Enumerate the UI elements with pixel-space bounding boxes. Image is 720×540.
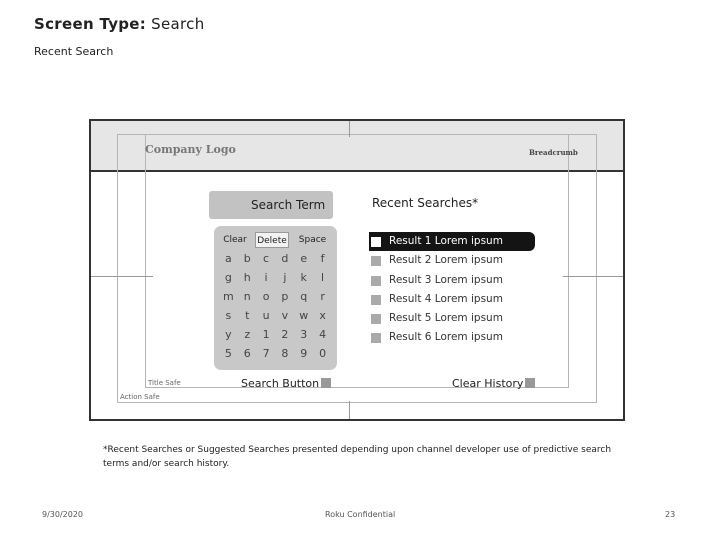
keyboard-key[interactable]: z xyxy=(244,328,251,341)
center-guide-bottom xyxy=(349,401,350,421)
keyboard-key[interactable]: 0 xyxy=(319,347,327,360)
keyboard-key[interactable]: c xyxy=(263,252,270,265)
center-guide-top xyxy=(349,121,350,137)
keyboard-key[interactable]: a xyxy=(225,252,232,265)
keyboard-key[interactable]: j xyxy=(283,271,287,284)
center-guide-left xyxy=(91,276,153,277)
slide-title-value: Search xyxy=(151,15,205,33)
clear-history-label: Clear History xyxy=(452,377,524,390)
recent-search-label: Result 1 Lorem ipsum xyxy=(389,235,503,247)
result-bullet-icon xyxy=(371,314,381,324)
recent-search-label: Result 5 Lorem ipsum xyxy=(389,312,503,325)
keyboard-key[interactable]: 3 xyxy=(300,328,308,341)
recent-searches-header: Recent Searches* xyxy=(372,196,479,210)
space-key[interactable]: Space xyxy=(298,235,327,245)
keyboard-key[interactable]: k xyxy=(300,271,307,284)
keyboard-key[interactable]: s xyxy=(225,309,232,322)
clear-history-icon xyxy=(525,378,535,388)
keyboard-key[interactable]: y xyxy=(225,328,232,341)
company-logo: Company Logo xyxy=(145,143,236,156)
keyboard-key-grid xyxy=(219,251,332,361)
keyboard-key[interactable]: 8 xyxy=(281,347,289,360)
search-term-field[interactable]: Search Term xyxy=(209,191,333,219)
clear-history-button[interactable] xyxy=(452,377,535,390)
recent-search-label: Result 3 Lorem ipsum xyxy=(389,273,503,286)
keyboard-key[interactable]: d xyxy=(281,252,289,265)
slide-title-prefix: Screen Type: xyxy=(34,15,147,33)
keyboard-key[interactable]: v xyxy=(281,309,289,322)
keyboard-key[interactable]: 1 xyxy=(262,328,270,341)
keyboard-key[interactable]: 2 xyxy=(281,328,289,341)
slide-title xyxy=(34,15,205,33)
recent-search-item[interactable] xyxy=(369,271,535,290)
recent-searches-list xyxy=(369,232,535,348)
clear-key[interactable]: Clear xyxy=(223,235,247,245)
recent-search-item[interactable] xyxy=(369,309,535,328)
keyboard-key[interactable]: l xyxy=(321,271,325,284)
keyboard-key[interactable]: p xyxy=(281,290,289,303)
title-safe-label: Title Safe xyxy=(148,379,181,387)
result-bullet-icon xyxy=(371,276,381,286)
keyboard-key[interactable]: r xyxy=(320,290,325,303)
result-bullet-icon xyxy=(371,237,381,247)
recent-search-label: Result 4 Lorem ipsum xyxy=(389,292,503,305)
keyboard-key[interactable]: o xyxy=(262,290,270,303)
tv-screen-mockup xyxy=(89,119,625,421)
keyboard-key[interactable]: t xyxy=(245,309,250,322)
recent-search-item[interactable] xyxy=(369,290,535,309)
result-bullet-icon xyxy=(371,256,381,266)
result-bullet-icon xyxy=(371,333,381,343)
keyboard-key[interactable]: n xyxy=(243,290,251,303)
keyboard-key[interactable]: 9 xyxy=(300,347,308,360)
result-bullet-icon xyxy=(371,295,381,305)
recent-search-label: Result 6 Lorem ipsum xyxy=(389,331,503,344)
keyboard-key[interactable]: 5 xyxy=(224,347,232,360)
footer-confidential: Roku Confidential xyxy=(325,510,396,519)
search-button-icon xyxy=(321,378,331,388)
search-button-label: Search Button xyxy=(241,377,320,390)
footnote: *Recent Searches or Suggested Searches presented depending upon channel developer use of predictive search terms and/or search history. xyxy=(103,445,612,469)
keyboard-key[interactable]: 4 xyxy=(319,328,327,341)
delete-key[interactable]: Delete xyxy=(255,232,289,248)
slide-subtitle: Recent Search xyxy=(34,45,114,58)
keyboard-key[interactable]: x xyxy=(319,309,326,322)
keyboard-key[interactable]: 6 xyxy=(243,347,251,360)
keyboard-key[interactable]: u xyxy=(262,309,270,322)
keyboard-key[interactable]: h xyxy=(243,271,251,284)
keyboard-key[interactable]: b xyxy=(243,252,251,265)
keyboard-function-row xyxy=(220,232,331,248)
recent-search-label: Result 2 Lorem ipsum xyxy=(389,254,503,267)
keyboard-key[interactable]: e xyxy=(300,252,308,265)
keyboard-key[interactable]: m xyxy=(223,290,234,303)
search-button[interactable] xyxy=(241,377,331,390)
keyboard-key[interactable]: q xyxy=(300,290,308,303)
keyboard-key[interactable]: 7 xyxy=(262,347,270,360)
recent-search-item[interactable] xyxy=(369,251,535,270)
recent-search-item[interactable] xyxy=(369,232,535,251)
recent-search-item[interactable] xyxy=(369,328,535,347)
action-safe-label: Action Safe xyxy=(120,393,160,401)
breadcrumb: Breadcrumb xyxy=(529,148,578,157)
footer-date: 9/30/2020 xyxy=(42,510,84,519)
on-screen-keyboard xyxy=(214,226,337,370)
keyboard-key[interactable]: w xyxy=(299,309,309,322)
keyboard-key[interactable]: g xyxy=(224,271,232,284)
keyboard-key[interactable]: i xyxy=(264,271,268,284)
center-guide-right xyxy=(563,276,623,277)
keyboard-key[interactable]: f xyxy=(320,252,325,265)
footer-page-number: 23 xyxy=(665,510,676,519)
